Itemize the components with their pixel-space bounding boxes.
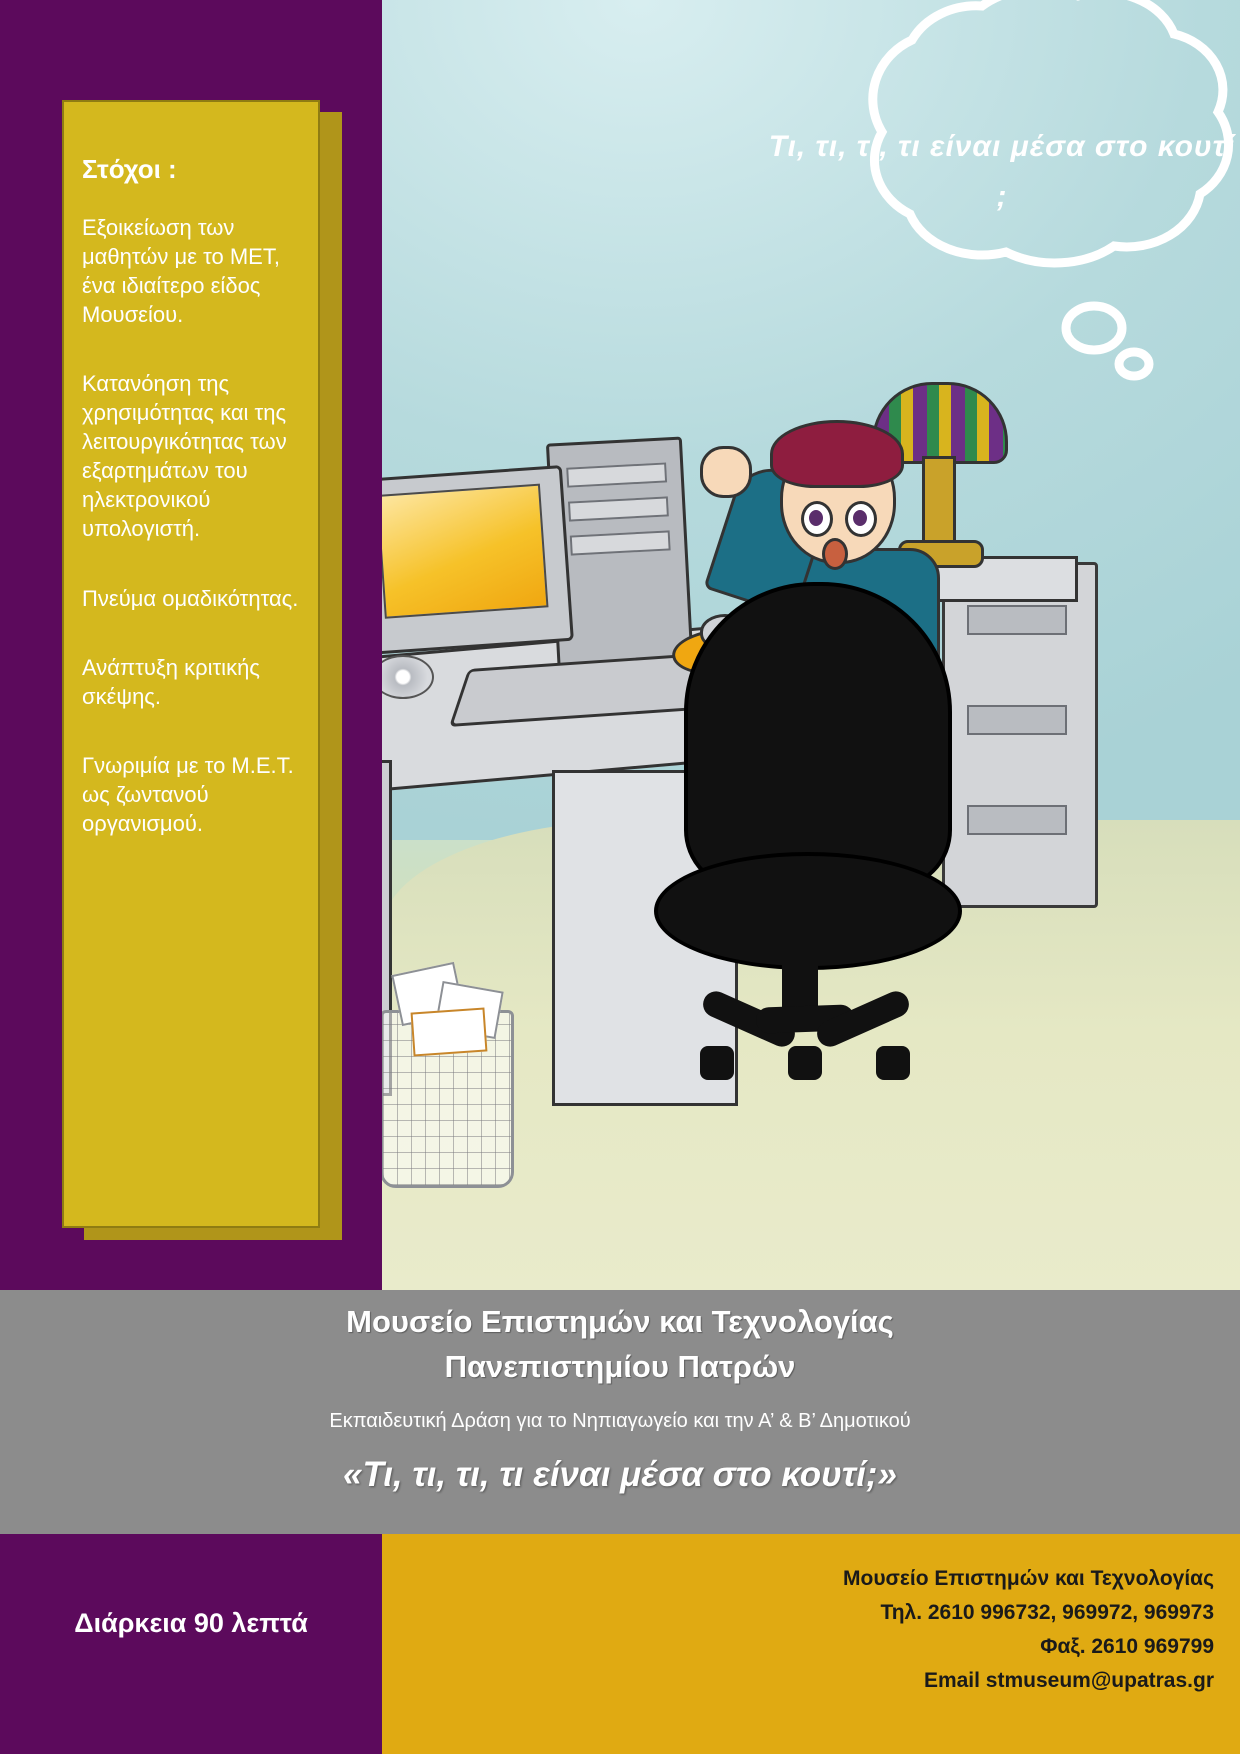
boy-hand (700, 446, 752, 498)
museum-title-line2: Πανεπιστημίου Πατρών (444, 1348, 796, 1384)
boy-hair (770, 420, 904, 488)
thought-bubble (762, 0, 1240, 422)
cabinet-drawer-1 (967, 605, 1067, 635)
computer-monitor (382, 465, 574, 655)
crumpled-paper-3 (411, 1007, 488, 1056)
cabinet (942, 562, 1098, 908)
office-chair-base (700, 1000, 912, 1080)
footer-gold-panel (382, 1534, 1240, 1754)
illustration-area (382, 0, 1240, 1290)
cabinet-drawer-2 (967, 705, 1067, 735)
footer-purple-panel (0, 1534, 382, 1754)
contact-phone: Τηλ. 2610 996732, 969972, 969973 (880, 1601, 1214, 1625)
office-chair-back (684, 582, 952, 890)
contact-block (843, 1562, 1214, 1698)
duration-label: Διάρκεια 90 λεπτά (74, 1608, 308, 1638)
contact-email[interactable]: Email stmuseum@upatras.gr (923, 1669, 1214, 1693)
goals-title: Στόχοι : (82, 154, 177, 184)
goals-item: Πνεύμα ομαδικότητας. (82, 585, 299, 611)
monitor-screen (382, 484, 549, 619)
cabinet-drawer-3 (967, 805, 1067, 835)
goals-item: Κατανόηση της χρησιμότητας και της λειτουργικότητας των εξαρτημάτων του ηλεκτρονικού υπολογιστή. (82, 371, 287, 542)
boy-eye-left (801, 501, 833, 537)
boy-mouth (822, 538, 848, 570)
activity-title: «Τι, τι, τι, τι είναι μέσα στο κουτί;» (342, 1454, 898, 1494)
footer-area (0, 1534, 1240, 1754)
contact-fax: Φαξ. 2610 969799 (1040, 1635, 1214, 1659)
boy-eye-right (845, 501, 877, 537)
thought-bubble-text: Τι, τι, τι, τι είναι μέσα στο κουτί ; (768, 130, 1236, 213)
contact-line: Μουσείο Επιστημών και Τεχνολογίας (843, 1567, 1214, 1590)
museum-title-line1: Μουσείο Επιστημών και Τεχνολογίας (346, 1304, 894, 1339)
goals-item: Γνωριμία με το Μ.Ε.Τ. ως ζωντανού οργανισμού. (82, 752, 294, 836)
title-banner (0, 1290, 1240, 1534)
banner-subtitle: Εκπαιδευτική Δράση για το Νηπιαγωγείο και την Α’ & Β’ Δημοτικού (329, 1409, 911, 1432)
goals-item: Εξοικείωση των μαθητών με το ΜΕΤ, ένα ιδιαίτερο είδος Μουσείου. (82, 215, 280, 328)
goals-box (62, 100, 320, 1228)
goals-item: Ανάπτυξη κριτικής σκέψης. (82, 654, 260, 709)
